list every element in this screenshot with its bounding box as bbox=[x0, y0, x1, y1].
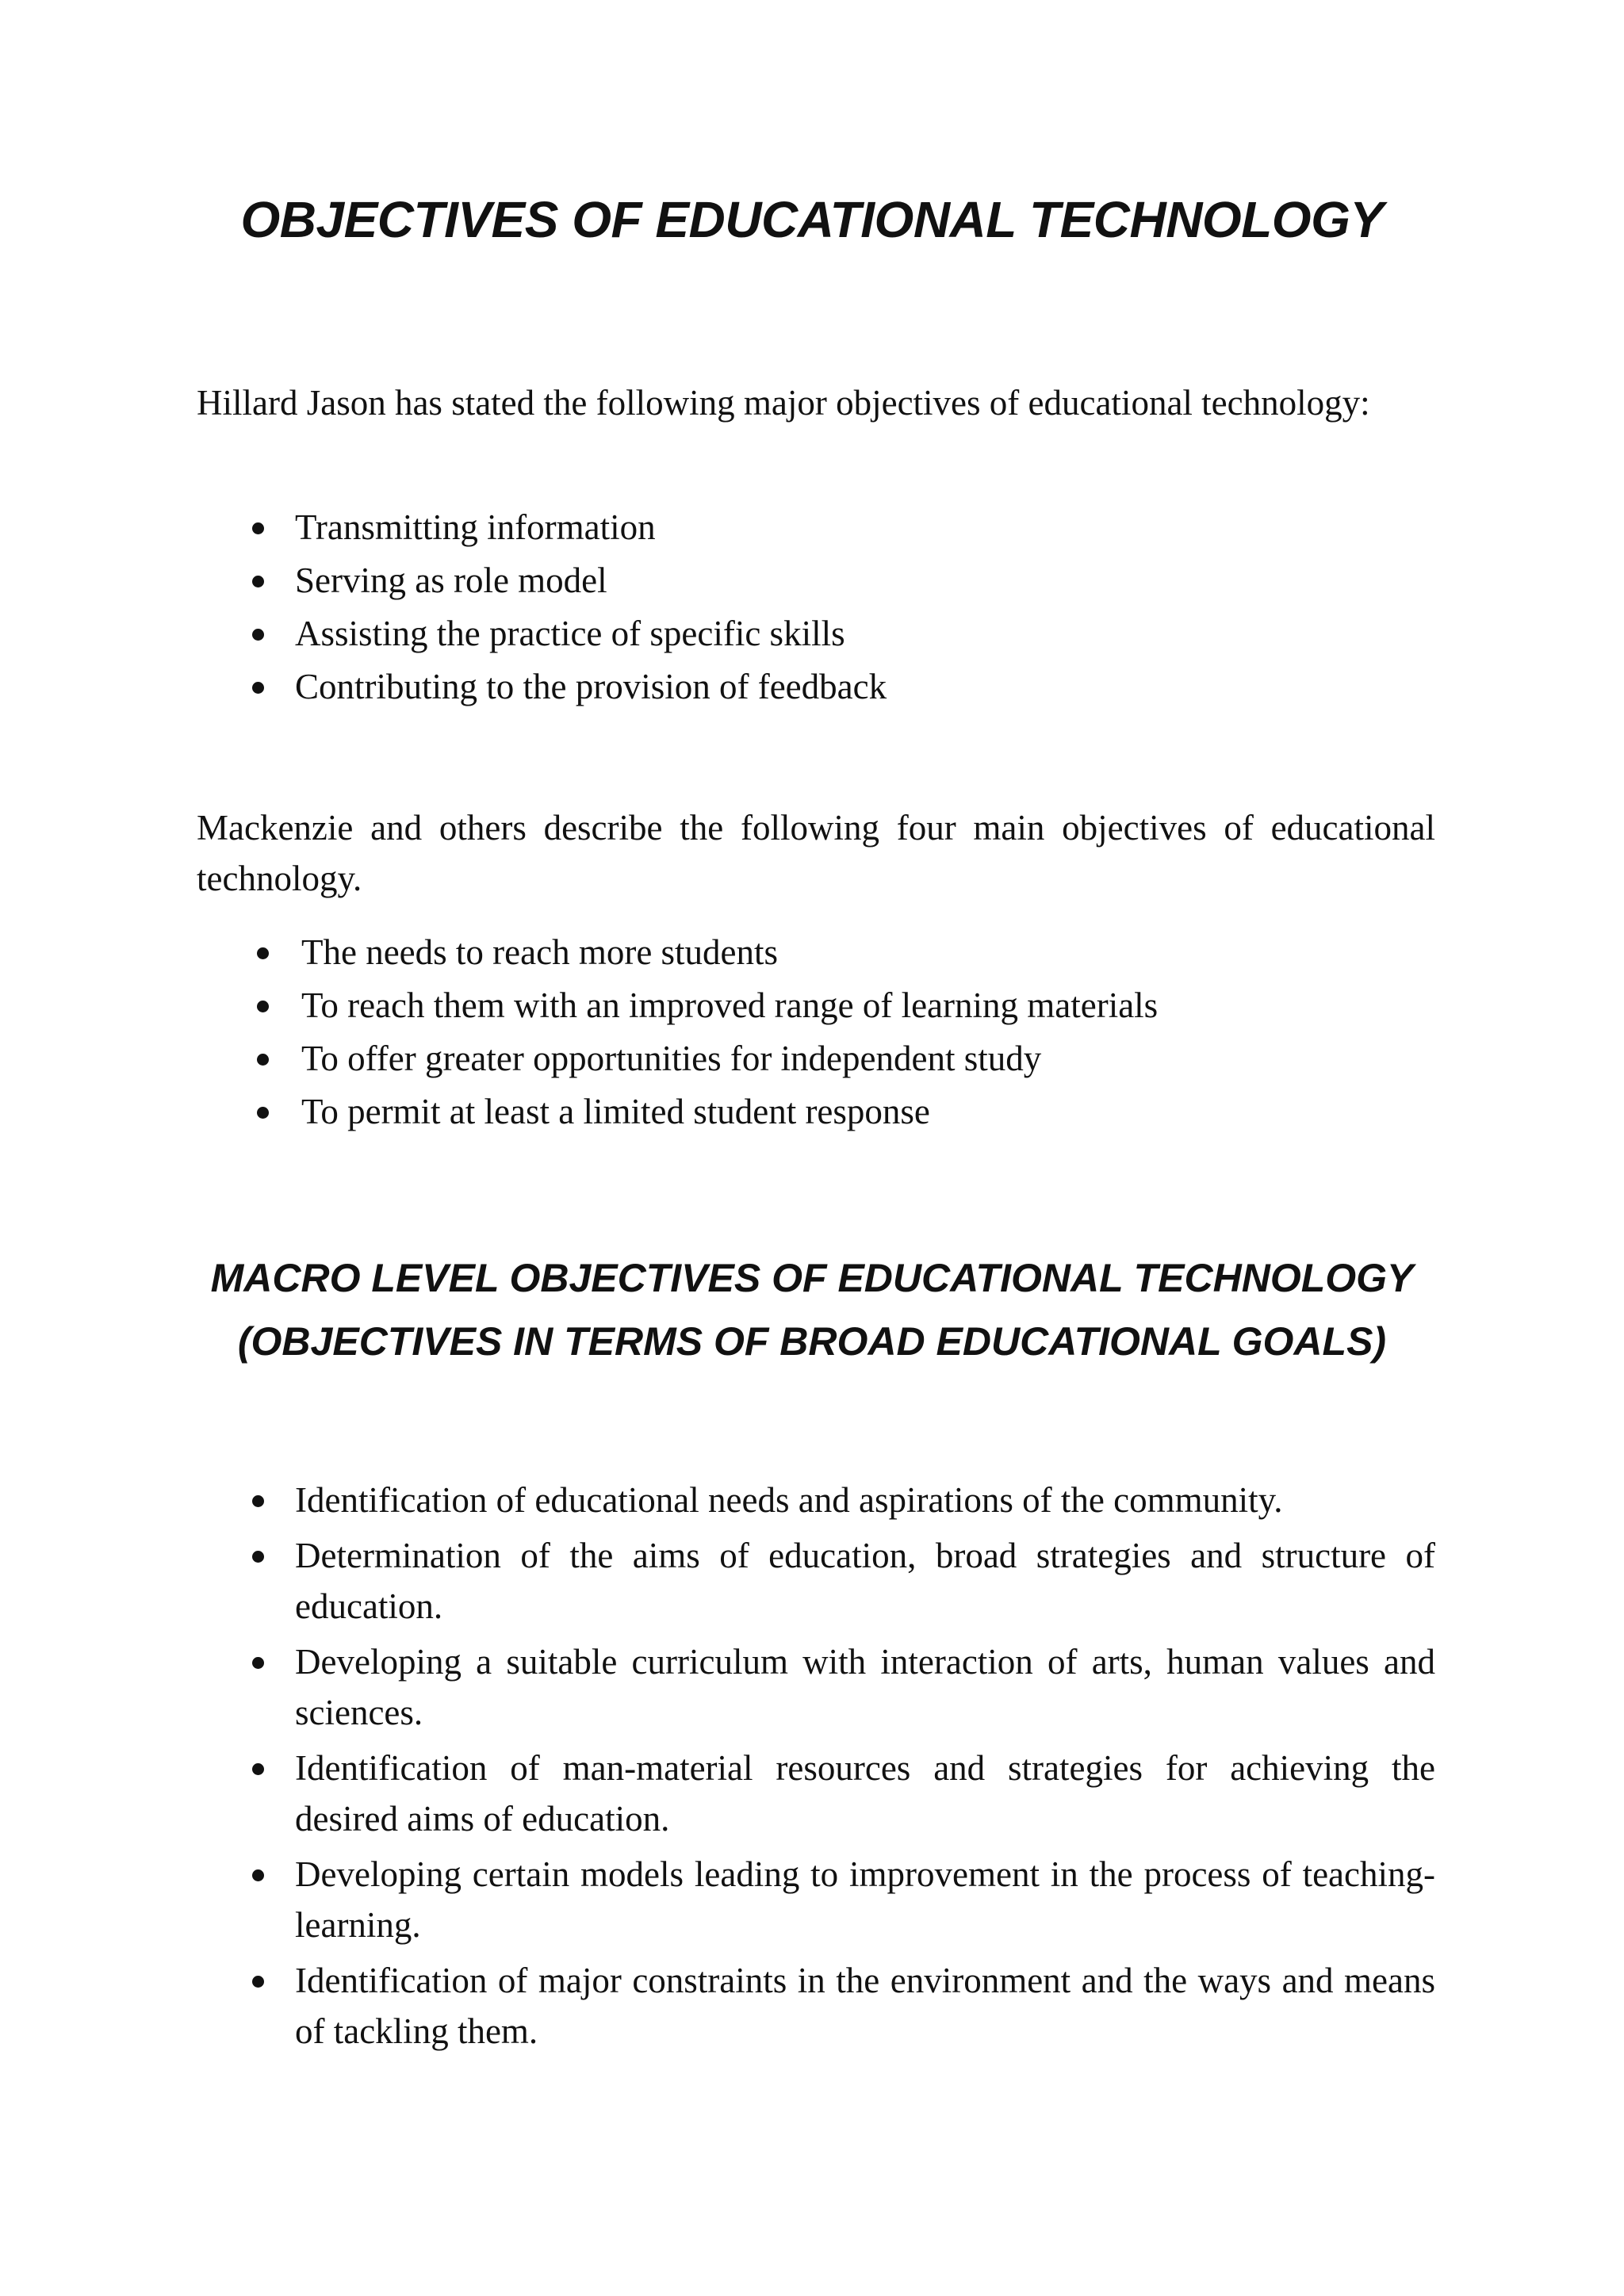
list-item-text: Identification of major constraints in the environment and the ways and means of tackling them. bbox=[295, 1961, 1435, 2051]
bullet-icon bbox=[252, 1976, 264, 1988]
bullet-icon bbox=[252, 522, 264, 534]
list-item bbox=[295, 1636, 1435, 1738]
list-item bbox=[301, 1032, 1435, 1085]
list-item-text: To reach them with an improved range of learning materials bbox=[301, 985, 1159, 1025]
list-item bbox=[295, 1849, 1435, 1950]
list-item-text: Contributing to the provision of feedback bbox=[295, 667, 887, 706]
list-item bbox=[301, 1085, 1435, 1138]
list-item-text: Transmitting information bbox=[295, 507, 656, 547]
list-item bbox=[295, 1955, 1435, 2057]
list-item bbox=[295, 1475, 1435, 1525]
list-item-text: Serving as role model bbox=[295, 561, 607, 600]
list-item bbox=[301, 926, 1435, 979]
macro-heading-line2: (OBJECTIVES IN TERMS OF BROAD EDUCATIONAL GOALS) bbox=[237, 1319, 1387, 1364]
intro-paragraph: Hillard Jason has stated the following major objectives of educational technology: bbox=[197, 383, 1370, 423]
list-item-text: Developing certain models leading to improvement in the process of teaching-learning. bbox=[295, 1854, 1435, 1945]
bullet-icon bbox=[252, 1763, 264, 1775]
list-item-text: To offer greater opportunities for independent study bbox=[301, 1039, 1042, 1078]
list-item-text: Identification of educational needs and aspirations of the community. bbox=[295, 1480, 1283, 1520]
list-item bbox=[295, 554, 1437, 607]
list-item-text: Determination of the aims of education, broad strategies and structure of education. bbox=[295, 1536, 1435, 1626]
macro-heading-line1: MACRO LEVEL OBJECTIVES OF EDUCATIONAL TECHNOLOGY bbox=[210, 1256, 1414, 1300]
mackenzie-paragraph: Mackenzie and others describe the following four main objectives of educational technology. bbox=[197, 808, 1435, 898]
list-item-text: The needs to reach more students bbox=[301, 932, 779, 972]
list-item bbox=[295, 607, 1437, 660]
bullet-icon bbox=[252, 1657, 264, 1669]
list-item-text: To permit at least a limited student response bbox=[301, 1092, 930, 1131]
list-item bbox=[295, 1743, 1435, 1844]
bullet-icon bbox=[257, 1054, 269, 1066]
list-item-text: Identification of man-material resources and strategies for achieving the desired aims of education. bbox=[295, 1748, 1435, 1839]
bullet-icon bbox=[252, 1551, 264, 1563]
macro-objectives-heading bbox=[0, 1246, 1624, 1373]
bullet-icon bbox=[252, 1495, 264, 1507]
mackenzie-objectives-list bbox=[301, 926, 1435, 1138]
page-title: OBJECTIVES OF EDUCATIONAL TECHNOLOGY bbox=[240, 191, 1384, 248]
bullet-icon bbox=[252, 629, 264, 641]
bullet-icon bbox=[252, 576, 264, 587]
list-item bbox=[295, 1530, 1435, 1632]
list-item-text: Assisting the practice of specific skills bbox=[295, 614, 845, 653]
bullet-icon bbox=[257, 1107, 269, 1119]
list-item bbox=[301, 979, 1435, 1032]
macro-objectives-list bbox=[295, 1475, 1435, 2061]
list-item bbox=[295, 660, 1437, 714]
bullet-icon bbox=[257, 947, 269, 959]
list-item-text: Developing a suitable curriculum with interaction of arts, human values and sciences. bbox=[295, 1642, 1435, 1732]
bullet-icon bbox=[257, 1001, 269, 1012]
list-item bbox=[295, 501, 1437, 554]
bullet-icon bbox=[252, 682, 264, 694]
jason-objectives-list bbox=[295, 501, 1437, 714]
bullet-icon bbox=[252, 1869, 264, 1881]
